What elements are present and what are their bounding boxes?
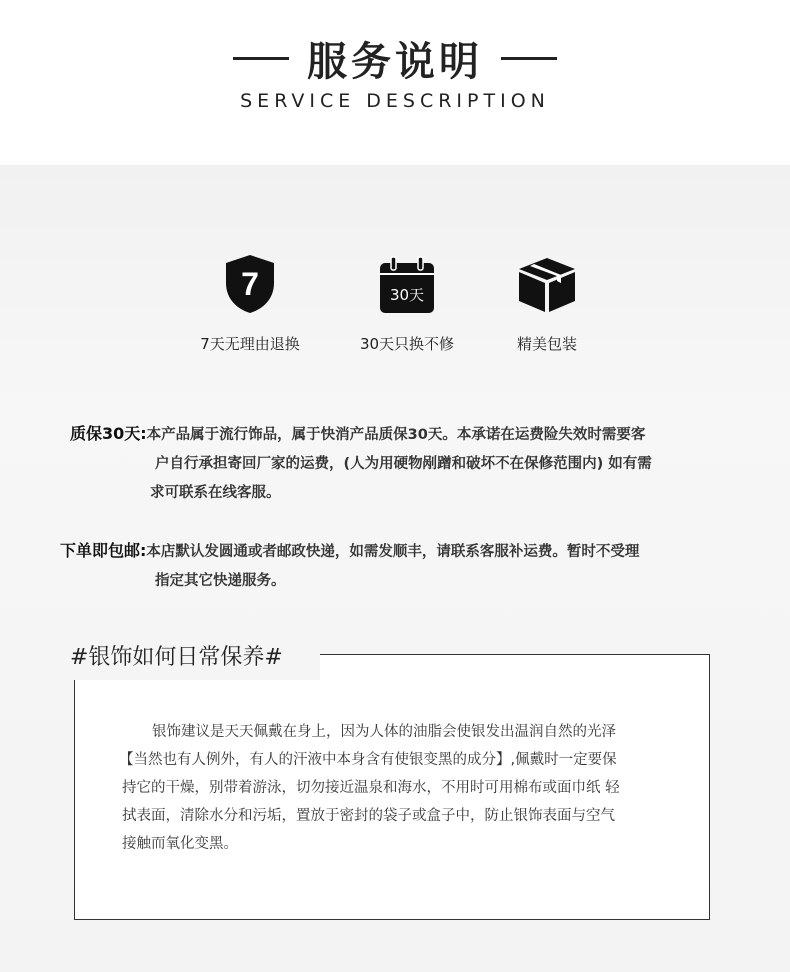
service-label: 精美包装 (516, 335, 577, 353)
header (0, 0, 790, 165)
care-title: #银饰如何日常保养# (70, 645, 283, 670)
shield-badge-text: 7 (241, 266, 259, 302)
shield-seven-icon (222, 253, 278, 315)
page-title: 服务说明 (307, 38, 483, 85)
box-icon (516, 255, 578, 315)
warranty-text-line: 求可联系在线客服。 (150, 485, 281, 501)
care-text-line: 银饰建议是天天佩戴在身上，因为人体的油脂会使银发出温润自然的光泽 (152, 724, 616, 740)
warranty-policy (70, 419, 652, 508)
shipping-label: 下单即包邮: (60, 541, 147, 560)
care-body (119, 718, 682, 858)
warranty-text-line: 本产品属于流行饰品，属于快消产品质保30天。本承诺在运费险失效时需要客 (146, 427, 646, 443)
care-text-line: 持它的干燥，别带着游泳，切勿接近温泉和海水，不用时可用棉布或面巾纸 轻 (122, 780, 620, 796)
care-text-line: 接触而氧化变黑。 (122, 836, 238, 852)
calendar-badge-text: 30天 (389, 286, 425, 304)
service-label: 7天无理由退换 (200, 335, 300, 353)
warranty-text-line: 户自行承担寄回厂家的运费，(人为用硬物剐蹭和破坏不在保修范围内) 如有需 (155, 456, 652, 472)
service-return (170, 253, 330, 354)
service-exchange (327, 253, 487, 354)
shipping-policy (60, 536, 639, 596)
care-title-rule (320, 654, 710, 655)
calendar-icon (377, 255, 437, 315)
care-text-line: 拭表面，清除水分和污垢，置放于密封的袋子或盒子中，防止银饰表面与空气 (122, 808, 615, 824)
title-line-left (233, 57, 289, 60)
title-row (0, 30, 790, 86)
shipping-text-line: 本店默认发圆通或者邮政快递，如需发顺丰，请联系客服补运费。暂时不受理 (146, 544, 640, 560)
title-line-right (501, 57, 557, 60)
service-label: 30天只换不修 (359, 335, 455, 353)
shipping-text-line: 指定其它快递服务。 (155, 573, 286, 589)
care-text-line: 【当然也有人例外，有人的汗液中本身含有使银变黑的成分】,佩戴时一定要保 (119, 752, 617, 768)
page-subtitle: SERVICE DESCRIPTION (240, 90, 550, 112)
warranty-label: 质保30天: (70, 424, 147, 443)
content-area (0, 165, 790, 972)
service-packaging (467, 253, 627, 354)
